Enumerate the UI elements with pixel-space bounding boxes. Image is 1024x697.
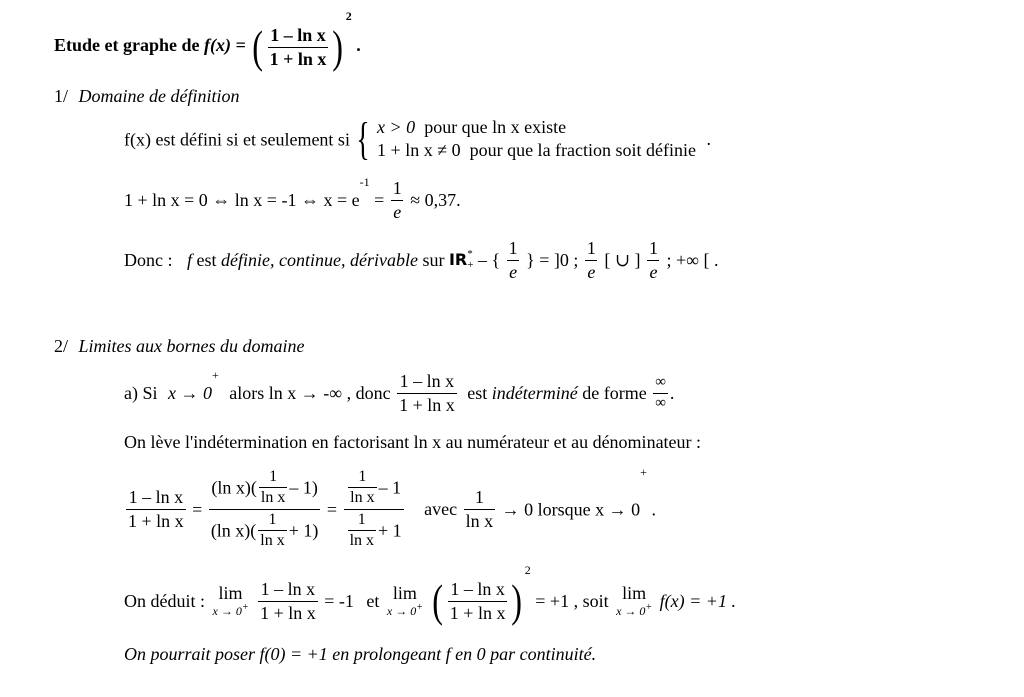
limit-2: lim x → 0+ <box>386 583 423 619</box>
condition-2: 1 + ln x ≠ 0 pour que la fraction soit définie <box>377 140 697 161</box>
pourrait-text: On pourrait poser f(0) = +1 en prolongeant f en 0 par continuité. <box>124 644 597 664</box>
donc-f: f <box>187 250 193 271</box>
a-end: . <box>669 383 675 404</box>
donc-fraction-3: $\frac{1}{e}$ <box>648 238 658 282</box>
donc-close: } = ]0 ; <box>526 250 579 271</box>
page-title <box>54 9 361 72</box>
eq-fraction-3 <box>344 468 404 551</box>
deduit-right-paren: ) <box>511 575 523 626</box>
a-indetermine: indéterminé <box>491 383 578 404</box>
deduit-fx: f(x) = +1 . <box>659 591 736 611</box>
a-limit-sup: + <box>212 368 219 382</box>
title-end: . <box>356 35 361 56</box>
donc-fraction-1: $\frac{1}{e}$ <box>508 238 518 282</box>
defined-if: f(x) est défini si et seulement si <box>124 129 350 150</box>
equation-exp: -1 <box>359 175 370 189</box>
condition-end: . <box>706 129 712 150</box>
a-fraction: $\frac{\text{1 – ln x}}{\text{1 + ln x}}$ <box>399 371 455 415</box>
eq-fraction-2-den: (ln x)( $\frac{1}{\text{ln x}}$ + 1) <box>210 510 319 550</box>
inner-fraction-c: $\frac{1}{\text{ln x}}$ <box>350 468 375 507</box>
donc-mid: [ ∪ ] <box>604 250 641 271</box>
domain-conclusion <box>124 238 718 282</box>
deduit-fraction-2: $\frac{\text{1 – ln x}}{\text{1 + ln x}}$ <box>449 578 506 623</box>
section2-heading <box>54 337 305 355</box>
donc-minus: – { <box>477 250 501 271</box>
deduit-label: On déduit : <box>124 591 205 611</box>
condition-1: x > 0 pour que ln x existe <box>377 117 567 137</box>
title-fraction <box>268 25 329 69</box>
donc-properties: définie, continue, dérivable <box>221 250 418 271</box>
deduit-fraction-1: $\frac{\text{1 – ln x}}{\text{1 + ln x}}$ <box>260 578 316 623</box>
donc-est: est <box>196 250 217 271</box>
avec-sup: + <box>640 465 647 479</box>
title-den: 1 + ln x <box>269 48 327 69</box>
donc-end: ; +∞ [ . <box>666 250 719 271</box>
eq-equals-2: = <box>326 499 338 520</box>
factorisation-sentence <box>124 433 701 451</box>
definition-conditions <box>124 113 712 165</box>
deduit-eq2: = +1 , soit <box>535 591 609 611</box>
equation-approx: ≈ 0,37. <box>410 190 461 211</box>
infinity-fraction: $\frac{\infty}{\infty}$ <box>655 374 666 411</box>
equation-eq: = <box>374 190 385 211</box>
deduit-et: et <box>366 591 380 611</box>
avec-fraction: $\frac{1}{\text{ln x}}$ <box>465 487 494 531</box>
deduit-eq1: = -1 <box>324 591 354 611</box>
continuity-remark <box>124 645 596 663</box>
left-brace: { <box>356 113 371 165</box>
limit-3: lim x → 0+ <box>616 583 653 619</box>
eq-fraction-1: $\frac{\text{1 – ln x}}{\text{1 + ln x}}$ <box>128 487 184 531</box>
title-prefix: Etude et graphe de <box>54 35 200 56</box>
section2-title: Limites aux bornes du domaine <box>78 336 305 356</box>
a-alors: alors ln x → -∞ , donc <box>229 383 391 404</box>
a-label: a) Si <box>124 383 158 404</box>
a-forme: de forme <box>582 383 647 404</box>
avec-label: avec <box>424 499 458 520</box>
a-limit: x → 0 <box>168 383 212 404</box>
equation-fraction: $\frac{1}{e}$ <box>392 178 402 222</box>
left-paren: ( <box>252 21 264 72</box>
limit-1-sub: x → 0+ <box>212 602 249 619</box>
leve-text: On lève l'indétermination en factorisant ln x au numérateur et au dénominateur : <box>124 432 702 452</box>
a-est: est <box>467 383 488 404</box>
inner-fraction-d: $\frac{1}{\text{ln x}}$ <box>349 510 375 550</box>
title-exp: 2 <box>345 9 352 23</box>
equation-left: 1 + ln x = 0 ⇔ ln x = -1 ⇔ x = e <box>124 190 360 211</box>
section1-heading <box>54 87 240 105</box>
limit-case-a <box>124 368 675 415</box>
eq-fraction-3-den: $\frac{1}{\text{ln x}}$ + 1 <box>344 509 404 551</box>
limit-1: lim x → 0+ <box>212 583 249 619</box>
condition-system <box>377 116 696 163</box>
eq-fraction-2-num: (ln x)( $\frac{1}{\text{ln x}}$ – 1) <box>211 468 318 507</box>
title-fx: f(x) = <box>204 35 246 56</box>
section2-number: 2/ <box>54 336 69 356</box>
real-set: IR <box>448 250 468 270</box>
eq-equals-1: = <box>192 499 203 520</box>
section1-number: 1/ <box>54 86 69 106</box>
section1-title: Domaine de définition <box>78 86 240 106</box>
title-num: 1 – ln x <box>270 24 326 45</box>
donc-label: Donc : <box>124 250 173 271</box>
eq-fraction-2 <box>209 468 321 551</box>
limit-3-sub: x → 0+ <box>616 602 653 619</box>
factorisation-equation <box>124 465 656 551</box>
right-paren: ) <box>332 21 344 72</box>
avec-end: . <box>651 499 656 520</box>
deduction-line <box>124 563 736 626</box>
equation-line <box>124 175 461 222</box>
donc-fraction-2: $\frac{1}{e}$ <box>586 238 596 282</box>
donc-sur: sur <box>422 250 445 271</box>
avec-arrow: → 0 lorsque x → 0 <box>501 499 641 520</box>
deduit-left-paren: ( <box>432 575 444 626</box>
eq-fraction-3-num: $\frac{1}{\text{ln x}}$ – 1 <box>350 468 402 507</box>
inner-fraction-b: $\frac{1}{\text{ln x}}$ <box>260 510 285 550</box>
limit-2-sub: x → 0+ <box>386 602 423 619</box>
real-set-indices: * + <box>467 248 474 272</box>
inner-fraction-a: $\frac{1}{\text{ln x}}$ <box>260 468 286 507</box>
deduit-exp: 2 <box>524 563 531 577</box>
